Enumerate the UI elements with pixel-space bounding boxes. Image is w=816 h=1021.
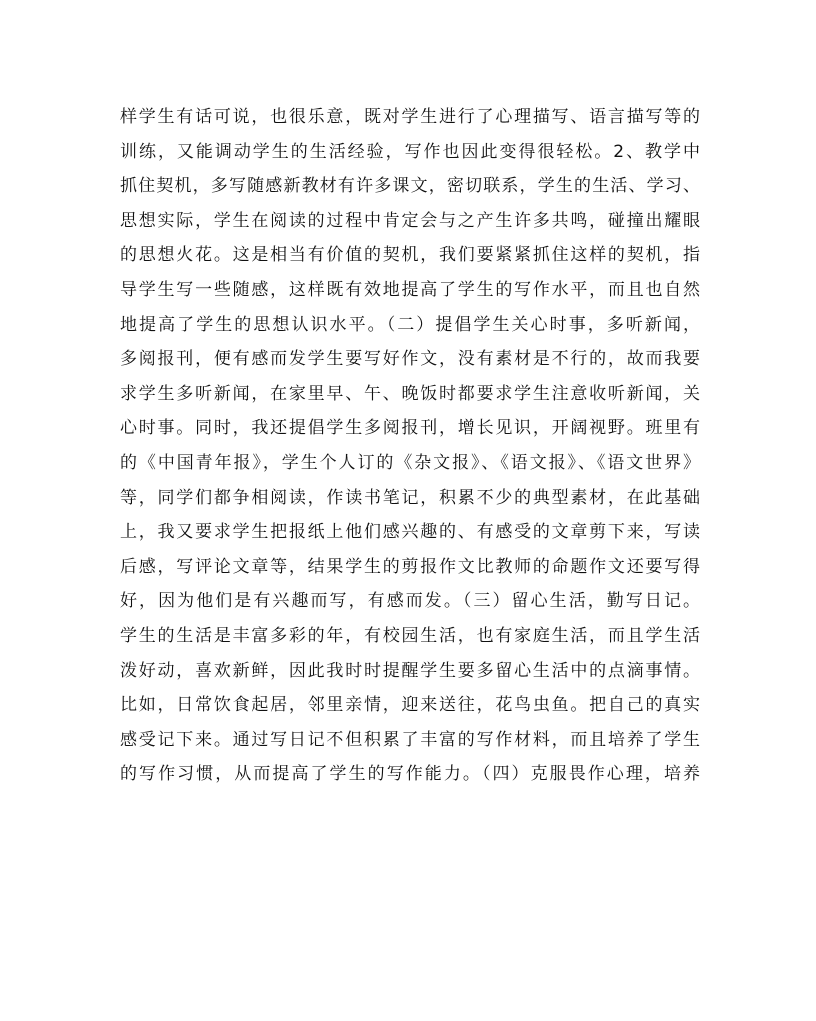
body-text xyxy=(120,100,700,792)
text-line: 的《中国青年报》，学生个人订的《杂文报》、《语文报》、《语文世界》 xyxy=(120,452,700,473)
text-line: 的思想火花。这是相当有价值的契机，我们要紧紧抓住这样的契机，指 xyxy=(120,245,700,266)
text-line: 多阅报刊，便有感而发学生要写好作文，没有素材是不行的，故而我要 xyxy=(120,349,700,370)
text-line: 训练，又能调动学生的生活经验，写作也因此变得很轻松。2、教学中 xyxy=(120,141,700,162)
text-line: 感受记下来。通过写日记不但积累了丰富的写作材料，而且培养了学生 xyxy=(120,729,700,750)
text-line: 抓住契机，多写随感新教材有许多课文，密切联系，学生的生活、学习、 xyxy=(120,176,700,197)
text-line: 求学生多听新闻，在家里早、午、晚饭时都要求学生注意收听新闻，关 xyxy=(120,383,700,404)
text-line: 心时事。同时，我还提倡学生多阅报刊，增长见识，开阔视野。班里有 xyxy=(120,418,700,439)
text-line: 导学生写一些随感，这样既有效地提高了学生的写作水平，而且也自然 xyxy=(120,279,700,300)
text-line: 等，同学们都争相阅读，作读书笔记，积累不少的典型素材，在此基础 xyxy=(120,487,700,508)
text-line: 的写作习惯，从而提高了学生的写作能力。（四）克服畏作心理，培养 xyxy=(120,764,700,785)
text-line: 泼好动，喜欢新鲜，因此我时时提醒学生要多留心生活中的点滴事情。 xyxy=(120,660,700,681)
text-line: 样学生有话可说，也很乐意，既对学生进行了心理描写、语言描写等的 xyxy=(120,107,700,127)
text-line: 上，我又要求学生把报纸上他们感兴趣的、有感受的文章剪下来，写读 xyxy=(120,522,700,543)
text-line: 后感，写评论文章等，结果学生的剪报作文比教师的命题作文还要写得 xyxy=(120,556,700,577)
text-line: 思想实际，学生在阅读的过程中肯定会与之产生许多共鸣，碰撞出耀眼 xyxy=(120,210,700,231)
text-line: 地提高了学生的思想认识水平。（二）提倡学生关心时事，多听新闻， xyxy=(120,314,700,335)
text-line: 学生的生活是丰富多彩的年，有校园生活，也有家庭生活，而且学生活 xyxy=(120,625,700,646)
text-line: 比如，日常饮食起居，邻里亲情，迎来送往，花鸟虫鱼。把自己的真实 xyxy=(120,695,700,716)
text-line: 好，因为他们是有兴趣而写，有感而发。（三）留心生活，勤写日记。 xyxy=(120,591,700,612)
